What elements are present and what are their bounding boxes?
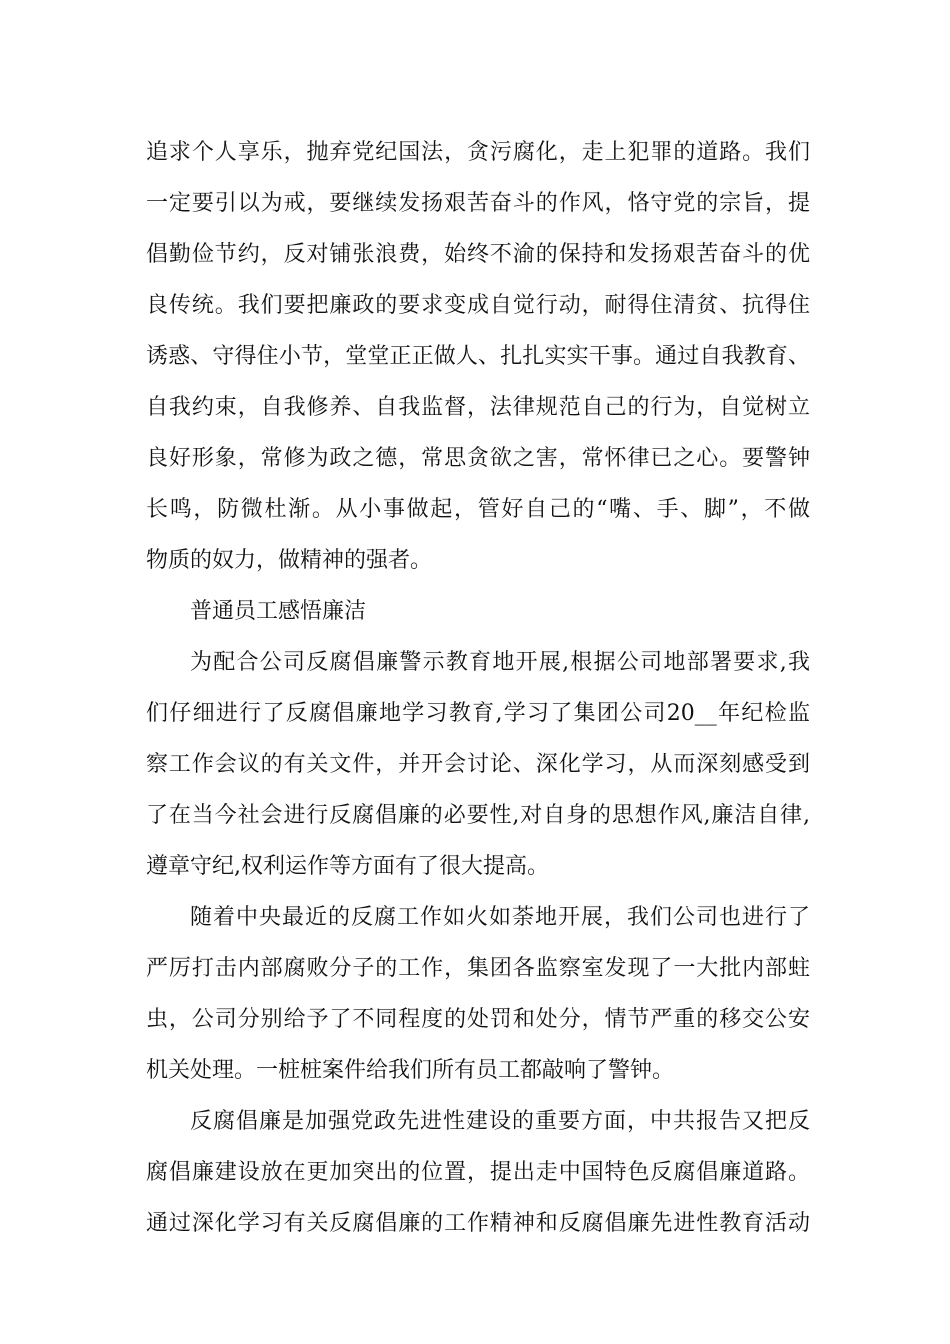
document-body [146,127,810,1249]
text-line: 一定要引以为戒，要继续发扬艰苦奋斗的作风，恪守党的宗旨，提 [146,191,810,216]
text-line: 良传统。我们要把廉政的要求变成自觉行动，耐得住清贫、抗得住 [146,293,810,318]
text-line: 倡勤俭节约，反对铺张浪费，始终不渝的保持和发扬艰苦奋斗的优 [146,242,810,267]
text-line: 遵章守纪,权利运作等方面有了很大提高。 [146,854,549,879]
text-line: 严厉打击内部腐败分子的工作，集团各监察室发现了一大批内部蛀 [146,956,810,981]
text-line: 物质的奴力，做精神的强者。 [146,548,433,573]
text-line: 自我约束，自我修养、自我监督，法律规范自己的行为，自觉树立 [146,395,810,420]
text-line: 察工作会议的有关文件，并开会讨论、深化学习，从而深刻感受到 [146,752,810,777]
text-line: 反腐倡廉是加强党政先进性建设的重要方面，中共报告又把反 [190,1109,810,1134]
text-line: 长鸣，防微杜渐。从小事做起，管好自己的“嘴、手、脚”，不做 [146,497,810,522]
text-line: 腐倡廉建设放在更加突出的位置，提出走中国特色反腐倡廉道路。 [146,1160,810,1185]
text-line: 诱惑、守得住小节，堂堂正正做人、扎扎实实干事。通过自我教育、 [146,344,810,369]
section-heading: 普通员工感悟廉洁 [190,599,367,624]
text-line: 们仔细进行了反腐倡廉地学习教育,学习了集团公司20__年纪检监 [146,701,810,726]
text-line: 追求个人享乐，抛弃党纪国法，贪污腐化，走上犯罪的道路。我们 [146,140,810,165]
text-line: 随着中央最近的反腐工作如火如荼地开展，我们公司也进行了 [190,905,810,930]
text-line: 了在当今社会进行反腐倡廉的必要性,对自身的思想作风,廉洁自律, [146,803,810,828]
text-line: 良好形象，常修为政之德，常思贪欲之害，常怀律已之心。要警钟 [146,446,810,471]
text-line: 为配合公司反腐倡廉警示教育地开展,根据公司地部署要求,我 [190,650,810,675]
text-line: 通过深化学习有关反腐倡廉的工作精神和反腐倡廉先进性教育活动 [146,1211,810,1236]
text-line: 虫，公司分别给予了不同程度的处罚和处分，情节严重的移交公安 [146,1007,810,1032]
text-line: 机关处理。一桩桩案件给我们所有员工都敲响了警钟。 [146,1058,675,1083]
